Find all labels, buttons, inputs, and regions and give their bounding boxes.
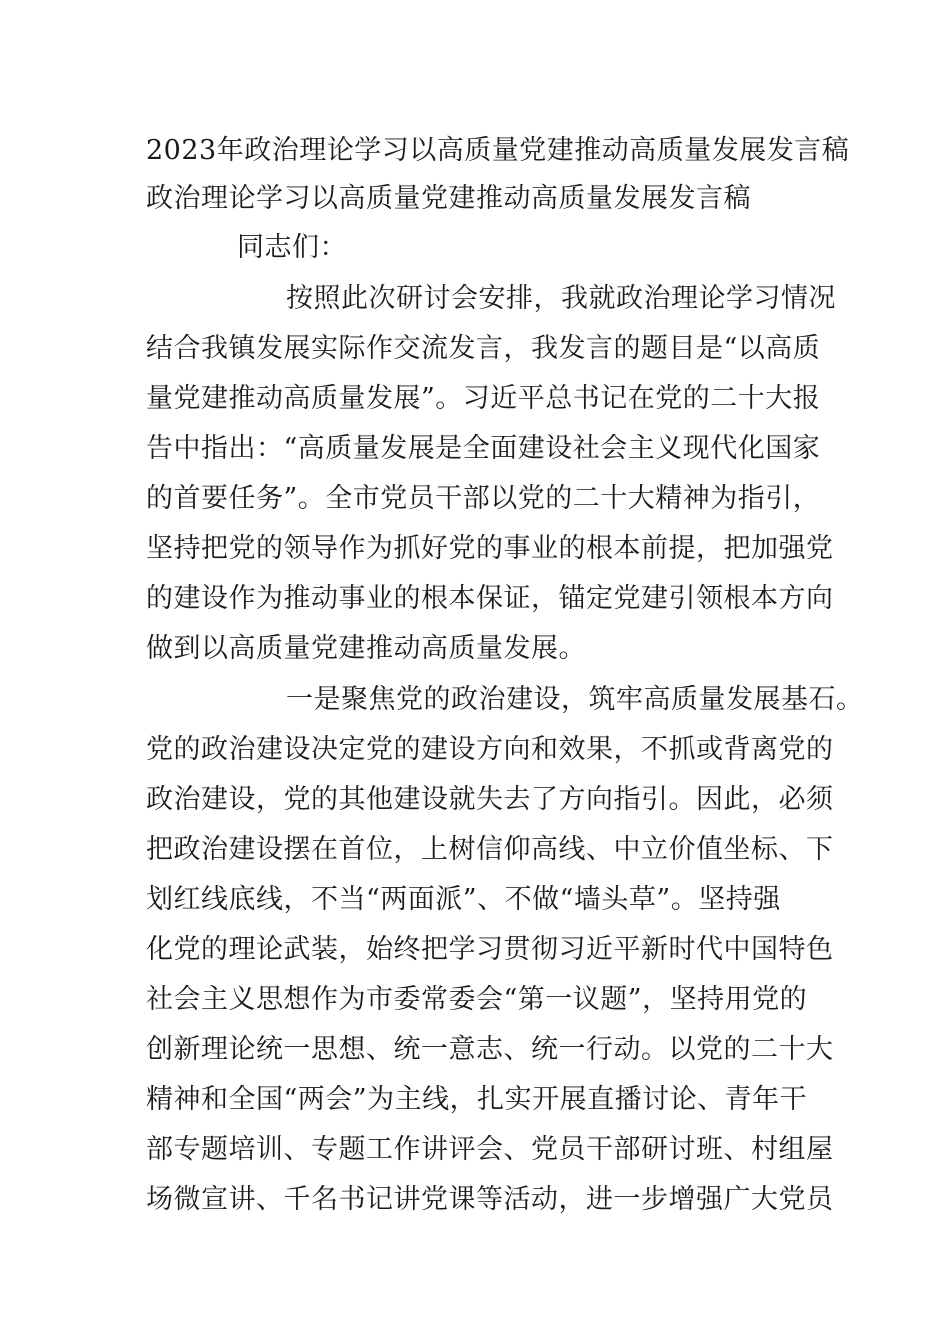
paragraph-line: 的建设作为推动事业的根本保证，锚定党建引领根本方向 xyxy=(146,583,834,614)
paragraph-line: 党的政治建设决定党的建设方向和效果，不抓或背离党的 xyxy=(146,734,834,765)
paragraph-line: 告中指出：“高质量发展是全面建设社会主义现代化国家 xyxy=(146,433,821,464)
paragraph-line: 做到以高质量党建推动高质量发展。 xyxy=(146,633,586,664)
document-title: 2023年政治理论学习以高质量党建推动高质量发展发言稿 xyxy=(146,135,850,166)
paragraph-line: 社会主义思想作为市委常委会“第一议题”，坚持用党的 xyxy=(146,984,808,1015)
paragraph-line: 精神和全国“两会”为主线，扎实开展直播讨论、青年干 xyxy=(146,1084,808,1115)
paragraph-line: 的首要任务”。全市党员干部以党的二十大精神为指引， xyxy=(146,483,821,514)
paragraph-line: 结合我镇发展实际作交流发言，我发言的题目是“以高质 xyxy=(146,333,821,364)
salutation: 同志们： xyxy=(237,232,347,263)
paragraph-line: 创新理论统一思想、统一意志、统一行动。以党的二十大 xyxy=(146,1034,834,1065)
paragraph-line: 政治建设，党的其他建设就失去了方向指引。因此，必须 xyxy=(146,784,834,815)
paragraph-line: 量党建推动高质量发展”。习近平总书记在党的二十大报 xyxy=(146,383,821,414)
paragraph-line: 按照此次研讨会安排，我就政治理论学习情况 xyxy=(286,283,836,314)
paragraph-line: 化党的理论武装，始终把学习贯彻习近平新时代中国特色 xyxy=(146,934,834,965)
paragraph-line: 部专题培训、专题工作讲评会、党员干部研讨班、村组屋 xyxy=(146,1134,834,1165)
section-heading: 一是聚焦党的政治建设，筑牢高质量发展基石。 xyxy=(286,684,864,715)
paragraph-line: 划红线底线，不当“两面派”、不做“墙头草”。坚持强 xyxy=(146,884,781,915)
paragraph-line: 坚持把党的领导作为抓好党的事业的根本前提，把加强党 xyxy=(146,533,834,564)
paragraph-line: 把政治建设摆在首位，上树信仰高线、中立价值坐标、下 xyxy=(146,834,834,865)
paragraph-line: 场微宣讲、千名书记讲党课等活动，进一步增强广大党员 xyxy=(146,1184,834,1215)
document-subtitle: 政治理论学习以高质量党建推动高质量发展发言稿 xyxy=(146,183,751,214)
